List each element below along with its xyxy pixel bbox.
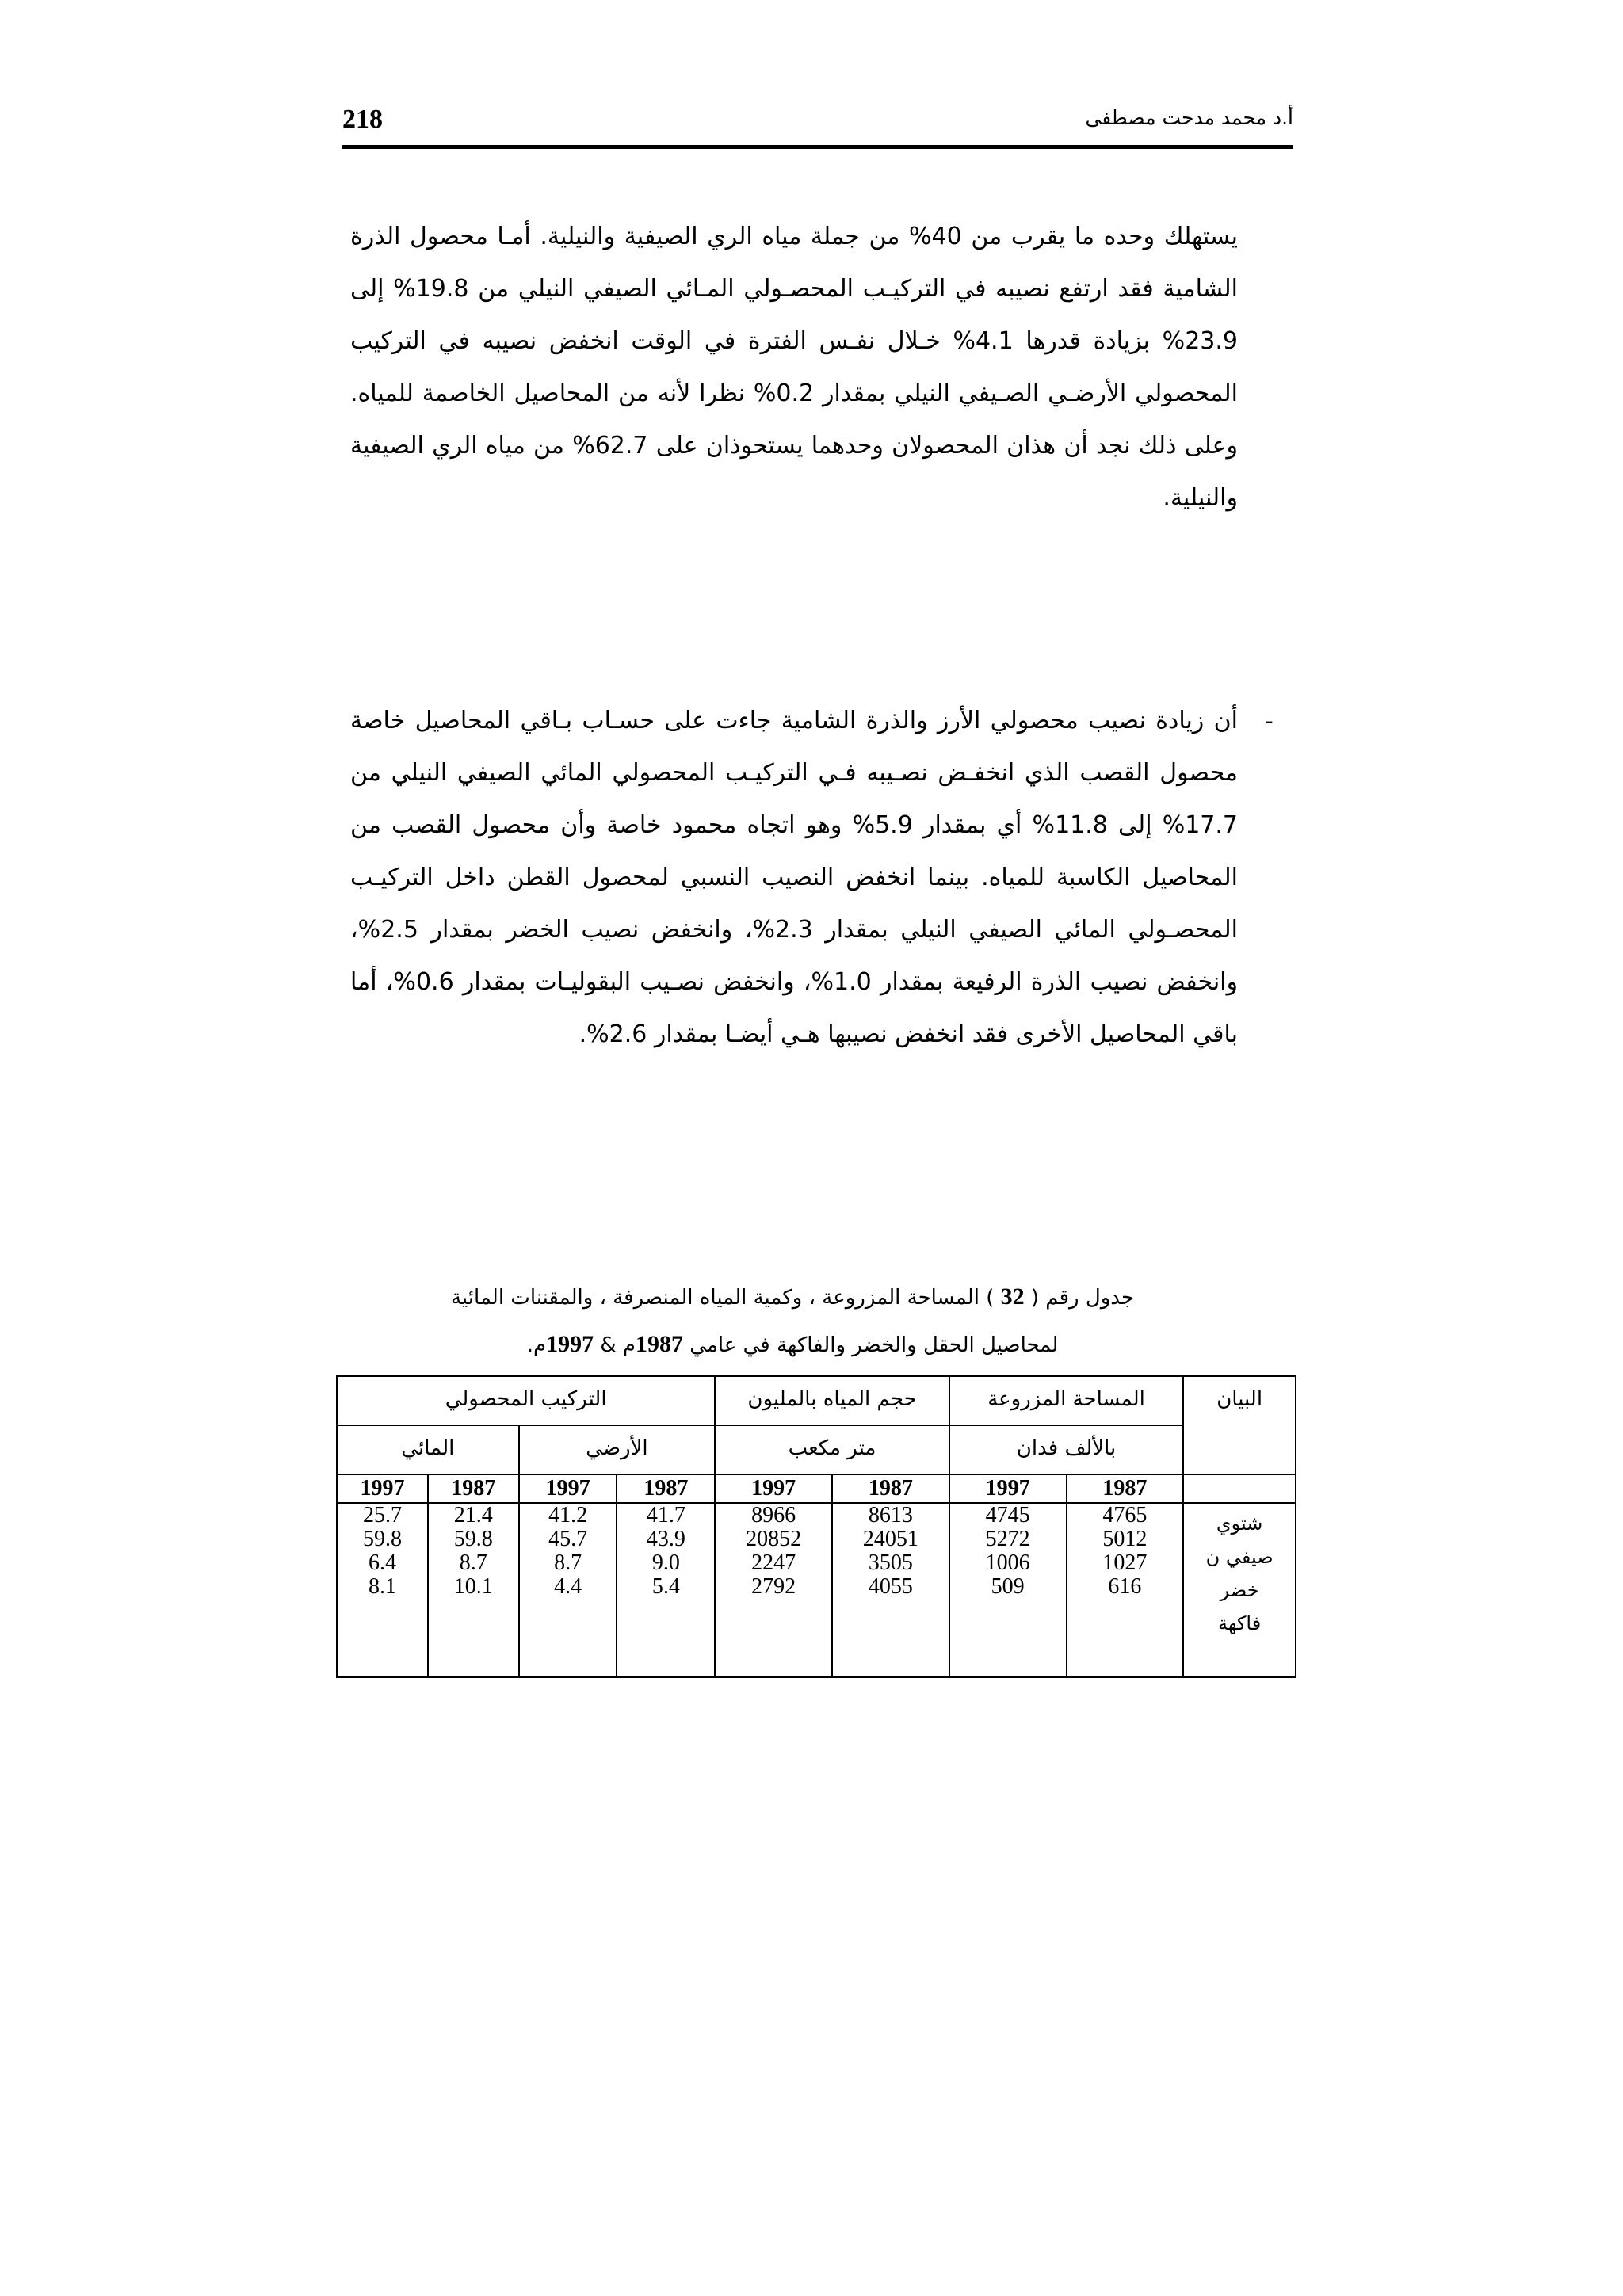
header-rule xyxy=(342,145,1293,149)
header-area-unit: بالألف فدان xyxy=(949,1425,1183,1474)
row-labels xyxy=(1183,1503,1296,1677)
aquatic-1987-column: 21.4 59.8 8.7 10.1 xyxy=(428,1503,519,1677)
header-aquatic: المائي xyxy=(337,1425,519,1474)
year-header: 1987 xyxy=(617,1474,715,1503)
year-header: 1997 xyxy=(949,1474,1067,1503)
water-1997-column: 8966 20852 2247 2792 xyxy=(715,1503,832,1677)
header-water-unit: متر مكعب xyxy=(715,1425,949,1474)
aquatic-1997-column: 25.7 59.8 6.4 8.1 xyxy=(337,1503,428,1677)
table-number: 32 xyxy=(1000,1283,1025,1310)
data-table xyxy=(336,1375,1296,1678)
year-header: 1997 xyxy=(715,1474,832,1503)
year-header: 1987 xyxy=(428,1474,519,1503)
row-label: شتوي xyxy=(1216,1512,1263,1535)
table-caption-line-1: جدول رقم ( 32 ) المساحة المزروعة ، وكمية المياه المنصرفة ، والمقننات المائية xyxy=(450,1283,1135,1310)
land-1997-column: 41.2 45.7 8.7 4.4 xyxy=(519,1503,617,1677)
row-label: خضر xyxy=(1220,1579,1259,1601)
page-header xyxy=(342,101,1293,149)
author-name: أ.د محمد مدحت مصطفى xyxy=(1085,106,1293,129)
header-land: الأرضي xyxy=(519,1425,716,1474)
water-1987-column: 8613 24051 3505 4055 xyxy=(832,1503,949,1677)
area-1997-column: 4745 5272 1006 509 xyxy=(949,1503,1067,1677)
page-number: 218 xyxy=(342,105,383,134)
year-header: 1987 xyxy=(832,1474,949,1503)
header-item: البيان xyxy=(1183,1376,1296,1474)
area-1987-column: 4765 5012 1027 616 xyxy=(1067,1503,1184,1677)
bullet-mark: - xyxy=(1265,707,1274,735)
header-area: المساحة المزروعة xyxy=(949,1376,1183,1425)
header-item-spacer xyxy=(1183,1474,1296,1503)
land-1987-column: 41.7 43.9 9.0 5.4 xyxy=(617,1503,715,1677)
header-structure: التركيب المحصولي xyxy=(337,1376,715,1425)
paragraph-1: يستهلك وحده ما يقرب من 40% من جملة مياه الري الصيفية والنيلية. أمـا محصول الذرة الشامية فقد ارتفع نصيبه في التركيـب المحصـولي المـائي الصيفي النيلي من 19.8% إلى 23.9% بزيادة قدرها 4.1% خـلال نفـس الفترة في الوقت انخفض نصيبه في التركيب المحصولي الأرضـي الصـيفي النيلي بمقدار 0.2% نظرا لأنه من المحاصيل الخاصمة للمياه. وعلى ذلك نجد أن هذان المحصولان وحدهما يستحوذان على 62.7% من مياه الري الصيفية والنيلية. xyxy=(350,223,1238,512)
row-label: صيفي ن xyxy=(1205,1546,1274,1568)
year-header: 1997 xyxy=(519,1474,617,1503)
year-header: 1987 xyxy=(1067,1474,1184,1503)
header-water: حجم المياه بالمليون xyxy=(715,1376,949,1425)
table-caption-line-2: لمحاصيل الحقل والخضر والفاكهة في عامي 1987م & 1997م. xyxy=(526,1331,1059,1357)
row-label: فاكهة xyxy=(1218,1612,1262,1634)
paragraph-2: أن زيادة نصيب محصولي الأرز والذرة الشامية جاءت على حسـاب بـاقي المحاصيل خاصة محصول القصب الذي انخفـض نصـيبه فـي التركيـب المحصولي المائي الصيفي النيلي من 17.7% إلى 11.8% أي بمقدار 5.9% وهو اتجاه محمود خاصة وأن محصول القصب من المحاصيل الكاسبة للمياه. بينما انخفض النصيب النسبي لمحصول القطن داخل التركيـب المحصـولي المائي الصيفي النيلي بمقدار 2.3%، وانخفض نصيب الخضر بمقدار 2.5%، وانخفض نصيب الذرة الرفيعة بمقدار 1.0%، وانخفض نصـيب البقوليـات بمقدار 0.6%، أما باقي المحاصيل الأخرى فقد انخفض نصيبها هـي أيضـا بمقدار 2.6%. xyxy=(350,707,1239,1048)
year-header: 1997 xyxy=(337,1474,428,1503)
table-body-row xyxy=(337,1503,1296,1677)
